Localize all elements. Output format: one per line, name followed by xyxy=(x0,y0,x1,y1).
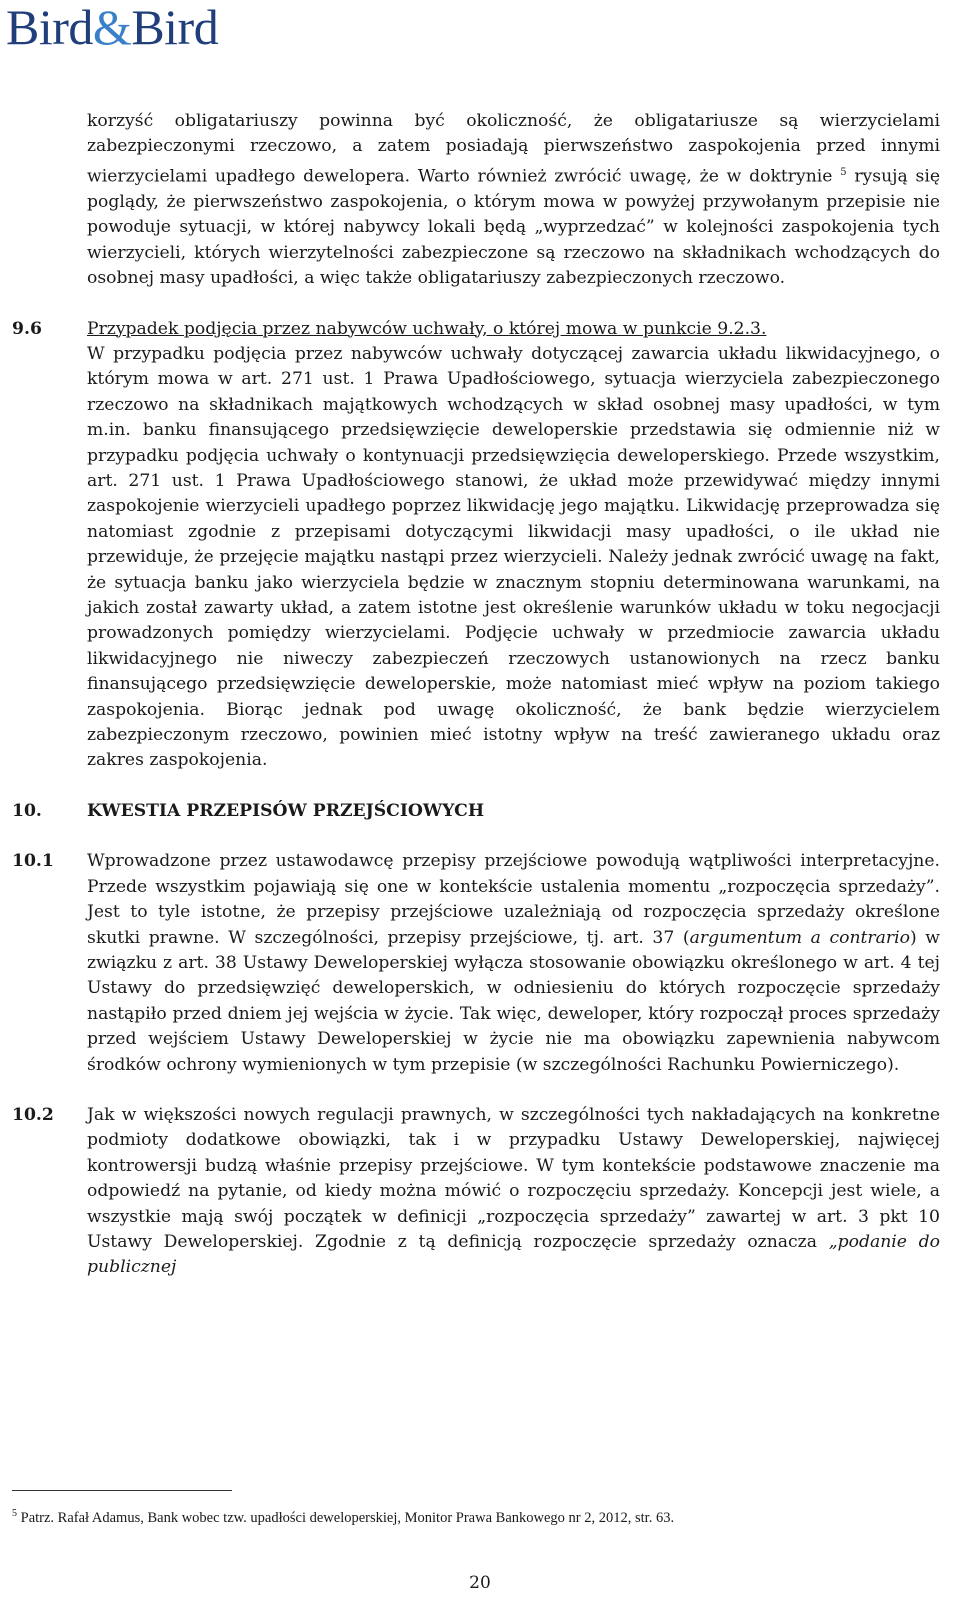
section-number: 9.6 xyxy=(12,318,42,339)
bird-and-bird-logo xyxy=(6,0,219,55)
section-number: 10.2 xyxy=(12,1104,54,1125)
footnote-divider xyxy=(12,1490,232,1491)
footnote-ref: 5 xyxy=(840,166,847,178)
page-number: 20 xyxy=(469,1573,491,1593)
document-body xyxy=(12,109,940,1281)
logo-word-right: Bird xyxy=(131,0,219,55)
section-number: 10.1 xyxy=(12,851,54,872)
intro-paragraph: korzyść obligatariuszy powinna być okoliczność, że obligatariusze są wierzycielami zabezpieczonymi rzeczowo, a zatem posiadają pierwszeństwo zaspokojenia przed innymi wierzycielami upadłego dewelopera. Warto również zwrócić uwagę, że w doktrynie $^5$ rysują się poglądy, że pierwszeństwo zaspokojenia, o którym mowa w powyżej przywołanym przepisie nie powoduje sytuacji, w której nabywcy lokali będą „wyprzedzać” w kolejności zaspokojenia tych wierzycieli, których wierzytelności zabezpieczone są rzeczowo na składnikach wchodzących do osobnej masy upadłości, a więc także obligatariuszy zabezpieczonych rzeczowo. xyxy=(87,111,940,289)
section-text: W przypadku podjęcia przez nabywców uchwały dotyczącej zawarcia układu likwidacyjnego, o którym mowa w art. 271 ust. 1 Prawa Upadłościowego, sytuacja wierzyciela zabezpieczonego rzeczowo na składnikach majątkowych wchodzących w skład osobnej masy upadłości, w tym m.in. banku finansującego przedsięwzięcie deweloperskie przedstawia się odmiennie niż w przypadku podjęcia uchwały o kontynuacji przedsięwzięcia deweloperskiego. Przede wszystkim, art. 271 ust. 1 Prawa Upadłościowego stanowi, że układ może przewidywać między innymi zaspokojenie wierzycieli upadłego poprzez likwidację jego majątku. Likwidację przeprowadza się natomiast zgodnie z przepisami dotyczącymi likwidacji masy upadłości, o ile układ nie przewiduje, że przejęcie majątku nastąpi przez wierzycieli. Należy jednak zwrócić uwagę na fakt, że sytuacja banku jako wierzyciela będzie w znacznym stopniu determinowana warunkami, na jakich został zawarty układ, a zatem istotne jest określenie warunków układu w toku negocjacji prowadzonych pomiędzy wierzycielami. Podjęcie uchwały w przedmiocie zawarcia układu likwidacyjnego nie niweczy zabezpieczeń rzeczowych ustanowionych na rzecz banku finansującego przedsięwzięcie deweloperskie, może natomiast mieć wpływ na poziom takiego zaspokojenia. Biorąc jednak pod uwagę okoliczność, że bank będzie wierzycielem zabezpieczonym rzeczowo, powinien mieć istotny wpływ na treść zawieranego układu oraz zakres zaspokojenia. xyxy=(87,343,940,771)
section-title: Przypadek podjęcia przez nabywców uchwały, o której mowa w punkcie 9.2.3. xyxy=(87,318,767,339)
logo-ampersand: & xyxy=(92,0,132,55)
section-10-heading xyxy=(12,799,940,824)
section-number: 10. xyxy=(12,800,42,821)
section-10-2: 10.2 Jak w większości nowych regulacji prawnych, w szczególności tych nakładających na konkretne podmioty dodatkowe obowiązki, tak i w przypadku Ustawy Deweloperskiej, najwięcej kontrowersji budzą właśnie przepisy przejściowe. W tym kontekście podstawowe znaczenie ma odpowiedź na pytanie, od kiedy można mówić o rozpoczęciu sprzedaży. Koncepcji jest wiele, a wszystkie mają swój początek w definicji „rozpoczęcia sprzedaży” zawartej w art. 3 pkt 10 Ustawy Deweloperskiej. Zgodnie z tą definicją rozpoczęcie sprzedaży oznacza „podanie do publicznej xyxy=(12,1103,940,1281)
section-heading: KWESTIA PRZEPISÓW PRZEJŚCIOWYCH xyxy=(87,800,485,821)
section-9-6 xyxy=(12,317,940,774)
logo-word-left: Bird xyxy=(6,0,93,55)
section-10-1: 10.1 Wprowadzone przez ustawodawcę przepisy przejściowe powodują wątpliwości interpretacyjne. Przede wszystkim pojawiają się one w kontekście ustalenia momentu „rozpoczęcia sprzedaży”. Jest to tyle istotne, że przepisy przejściowe uzależniają od rozpoczęcia sprzedaży określone skutki prawne. W szczególności, przepisy przejściowe, tj. art. 37 (argumentum a contrario) w związku z art. 38 Ustawy Deweloperskiej wyłącza stosowanie obowiązku określonego w art. 4 tej Ustawy do przedsięwzięć deweloperskich, w odniesieniu do których rozpoczęcie sprzedaży nastąpiło przed dniem jej wejścia w życie. Tak więc, deweloper, który rozpoczął proces sprzedaży przed wejściem Ustawy Deweloperskiej w życie nie ma obowiązku zapewnienia nabywcom środków ochrony wymienionych w tym przepisie (w szczególności Rachunku Powierniczego). xyxy=(12,849,940,1078)
footnote: $^5$ Patrz. Rafał Adamus, Bank wobec tzw. upadłości deweloperskiej, Monitor Prawa Bankowego nr 2, 2012, str. 63. xyxy=(12,1508,675,1526)
